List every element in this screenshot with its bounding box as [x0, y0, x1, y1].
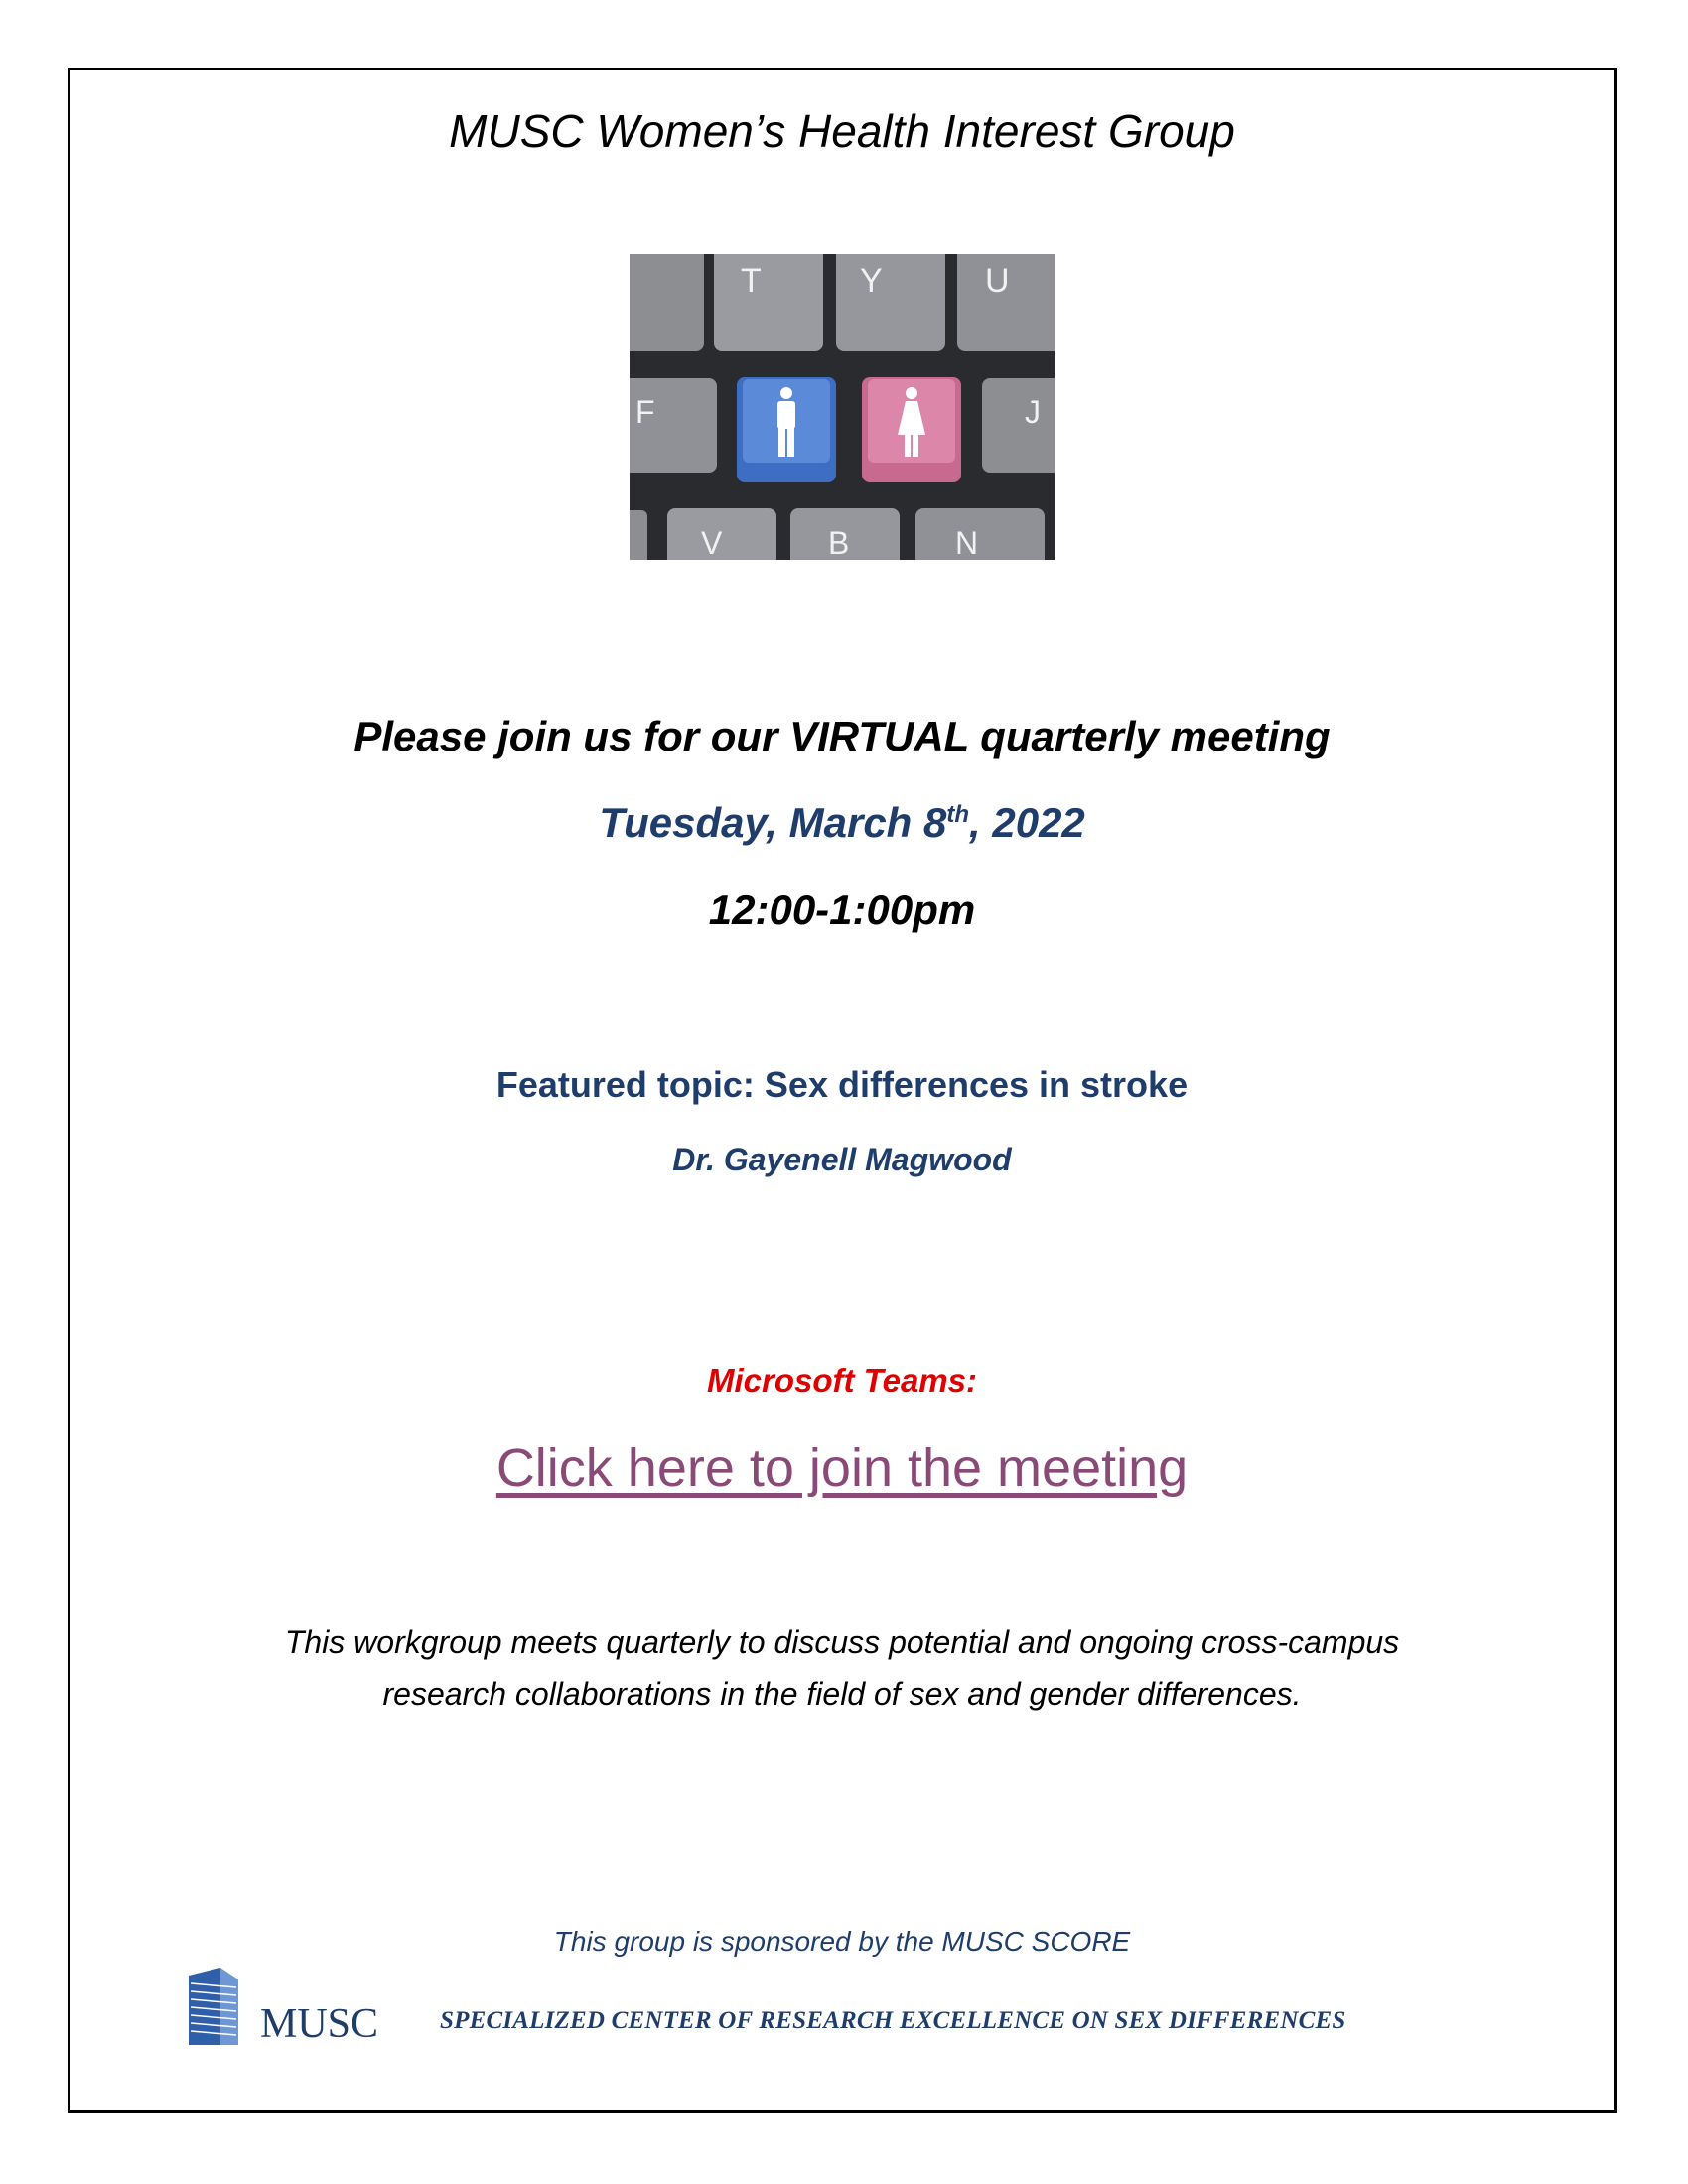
meeting-date-main: Tuesday, March 8: [599, 799, 947, 846]
meeting-invite: Please join us for our VIRTUAL quarterly meeting: [353, 713, 1331, 759]
key-label-u: U: [985, 262, 1010, 300]
key-label-b: B: [828, 525, 850, 560]
description-line-2: research collaborations in the field of sex and gender differences.: [382, 1676, 1302, 1711]
meeting-date-year: , 2022: [969, 799, 1085, 846]
key-label-f: F: [635, 394, 655, 430]
speaker-name: Dr. Gayenell Magwood: [672, 1142, 1012, 1177]
meeting-date: [68, 799, 1617, 847]
group-description: [68, 1616, 1617, 1719]
meeting-time: 12:00-1:00pm: [708, 887, 976, 933]
featured-topic: Featured topic: Sex differences in stroke: [495, 1064, 1189, 1105]
musc-logo: [187, 1966, 425, 2045]
description-line-1: This workgroup meets quarterly to discuss potential and ongoing cross-campus: [284, 1624, 1400, 1660]
keyboard-bottom-row: [630, 508, 1045, 560]
meeting-date-suffix: th: [946, 801, 970, 828]
page-title: MUSC Women’s Health Interest Group: [449, 105, 1235, 157]
keyboard-top-row: [630, 254, 1055, 351]
sponsor-note: This group is sponsored by the MUSC SCORE: [553, 1926, 1131, 1957]
keyboard-gender-keys-icon: [630, 254, 1055, 560]
join-meeting-link-row: [68, 1437, 1617, 1499]
key-label-t: T: [741, 262, 762, 300]
key-label-v: V: [701, 525, 723, 560]
key-label-j: J: [1025, 394, 1041, 430]
center-name: SPECIALIZED CENTER OF RESEARCH EXCELLENCE ON SEX DIFFERENCES: [440, 2007, 1346, 2034]
key-label-n: N: [955, 525, 979, 560]
join-meeting-link[interactable]: Click here to join the meeting: [495, 1438, 1189, 1498]
building-icon: [189, 1968, 238, 2045]
key-label-y: Y: [860, 262, 883, 300]
platform-label: Microsoft Teams:: [707, 1362, 977, 1399]
musc-logo-text: MUSC: [260, 2001, 379, 2045]
